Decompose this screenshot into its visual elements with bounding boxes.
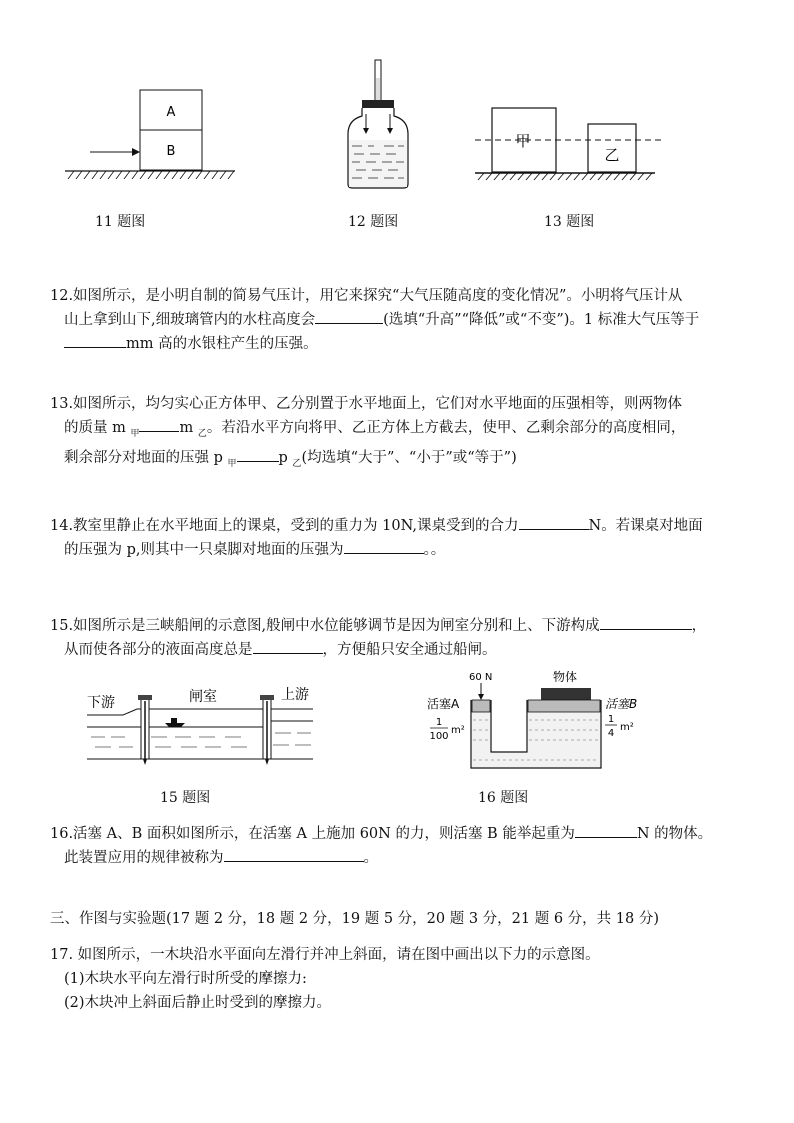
liquid-right: [528, 712, 600, 753]
label-lock-chamber: 闸室: [189, 689, 217, 705]
label-jia: 甲: [515, 132, 531, 150]
label-downstream: 下游: [87, 695, 115, 711]
figure-16-caption: 16 题图: [478, 790, 529, 806]
figure-12: [340, 58, 420, 193]
area-a-num: 1: [435, 717, 443, 728]
q13-line2: 的质量 m $_甲$ m $_乙$。若沿水平方向将甲、乙正方体上方截去，使甲、乙剩余部分的高度相同，: [50, 416, 760, 446]
q14-line1: 14.教室里静止在水平地面上的课桌，受到的重力为 10N,课桌受到的合力 N。若课桌对地面: [50, 514, 760, 538]
label-a: A: [166, 105, 176, 120]
ground-hatch: [68, 171, 234, 179]
water-ripples: [91, 733, 311, 747]
piston-a-label: 活塞A: [427, 697, 460, 711]
q13-blank-1[interactable]: [139, 417, 179, 432]
question-13: [50, 392, 760, 476]
q15-blank-2[interactable]: [253, 639, 323, 654]
q12-line2: 山上拿到山下,细玻璃管内的水柱高度会 (选填“升高”“降低”或“不变”)。1 标准大气压等于: [50, 308, 760, 332]
area-b-den: 4: [607, 728, 615, 739]
q12-blank-1[interactable]: [315, 309, 383, 324]
q15-line1: 15.如图所示是三峡船闸的示意图,般闸中水位能够调节是因为闸室分别和上、下游构成 ，: [50, 614, 760, 638]
bottle-water: [349, 140, 407, 187]
q17-line1: 17. 如图所示，一木块沿水平面向左滑行并冲上斜面，请在图中画出以下力的示意图。: [50, 947, 600, 963]
q16-line2: 此装置应用的规律被称为 。: [50, 846, 760, 870]
q12-line3: mm 高的水银柱产生的压强。: [50, 332, 760, 356]
boat: [165, 723, 185, 727]
ground-hatch: [478, 173, 652, 180]
river-bank-top: [87, 709, 313, 715]
push-arrow-head: [132, 148, 140, 156]
question-14: [50, 514, 760, 562]
q15-blank-1[interactable]: [600, 615, 692, 630]
q13-line1: 13.如图所示，均匀实心正方体甲、乙分别置于水平地面上，它们对水平地面的压强相等，则两物体: [50, 396, 683, 412]
figure-13-caption: 13 题图: [544, 214, 595, 230]
figure-15: [85, 685, 315, 770]
q16-blank-2[interactable]: [224, 847, 364, 862]
object-block: [541, 688, 591, 700]
q17-line2: (1)木块水平向左滑行时所受的摩擦力:: [64, 971, 307, 987]
figure-15-caption: 15 题图: [160, 790, 211, 806]
q16-line1: 16.活塞 A、B 面积如图所示，在活塞 A 上施加 60N 的力，则活塞 B 能举起重为 N 的物体。: [50, 822, 760, 846]
area-a-den: 100: [429, 731, 449, 742]
question-16: [50, 822, 760, 870]
q12-line1: 12.如图所示，是小明自制的简易气压计，用它来探究“大气压随高度的变化情况”。小明将气压计从: [50, 288, 683, 304]
piston-a: [472, 700, 490, 712]
stopper: [362, 100, 394, 108]
q15-line2: 从而使各部分的液面高度总是 ，方便船只安全通过船闸。: [50, 638, 760, 662]
q17-line3: (2)木块冲上斜面后静止时受到的摩擦力。: [64, 995, 332, 1011]
q14-blank-1[interactable]: [519, 515, 589, 530]
q12-blank-2[interactable]: [64, 333, 126, 348]
label-b: B: [166, 144, 176, 159]
q14-line2: 的压强为 p,则其中一只桌脚对地面的压强为 。。: [50, 538, 760, 562]
q14-blank-2[interactable]: [344, 539, 424, 554]
figure-16: [425, 668, 650, 773]
area-a-unit: m²: [451, 725, 465, 736]
area-b-num: 1: [607, 714, 615, 725]
q13-line3: 剩余部分对地面的压强 p $_甲$ p $_乙$(均选填“大于”、“小于”或“等于”): [50, 446, 760, 476]
question-12: [50, 284, 760, 356]
figure-13: [470, 100, 670, 190]
piston-b: [528, 700, 600, 712]
label-upstream: 上游: [281, 687, 309, 703]
object-label: 物体: [553, 670, 578, 684]
figure-11: [60, 85, 240, 185]
question-17: [50, 943, 760, 1015]
q16-blank-1[interactable]: [575, 823, 637, 838]
q13-blank-2[interactable]: [237, 447, 279, 462]
question-15: [50, 614, 760, 662]
force-label: 60 N: [469, 672, 493, 683]
figure-12-caption: 12 题图: [348, 214, 399, 230]
figure-11-caption: 11 题图: [95, 214, 146, 230]
label-yi: 乙: [604, 146, 620, 164]
area-b-unit: m²: [620, 722, 634, 733]
piston-b-label: 活塞B: [605, 697, 638, 711]
section-3-heading: 三、作图与实验题(17 题 2 分，18 题 2 分，19 题 5 分，20 题 3 分，21 题 6 分，共 18 分): [50, 911, 659, 927]
